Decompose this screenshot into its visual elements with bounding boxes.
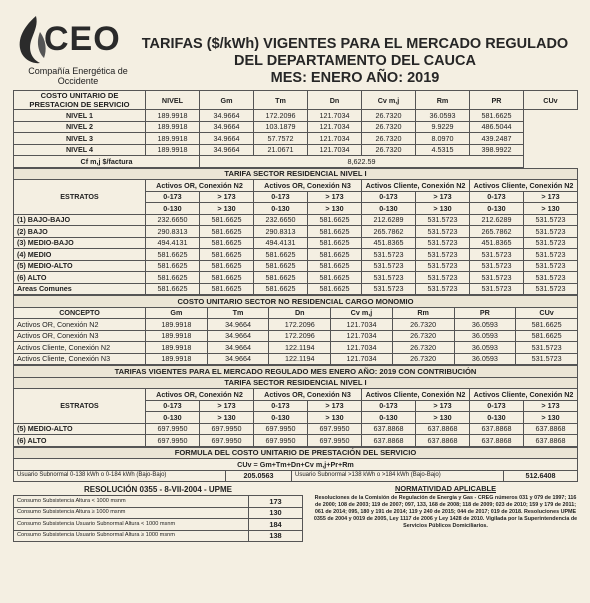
range-header: 0-173: [470, 400, 524, 412]
table-row: [14, 272, 578, 284]
range-header: > 130: [308, 203, 362, 215]
table-cell: 189.9918: [146, 110, 200, 122]
table-cell: 36.0593: [454, 353, 516, 365]
table-row: [14, 214, 578, 226]
col-header: NIVEL: [146, 91, 200, 110]
formula-text: CUv = Gm+Tm+Dn+Cv m,j+Pr+Rm: [14, 459, 578, 471]
range-header: > 173: [200, 191, 254, 203]
table-cell: 637.8868: [362, 435, 416, 447]
col-header: CUv: [524, 91, 578, 110]
cf-label: Cf m,j $/factura: [14, 156, 200, 168]
range-header: > 173: [524, 191, 578, 203]
row-label: (3) MEDIO-BAJO: [14, 237, 146, 249]
table-cell: 581.6625: [516, 330, 578, 342]
table-cell: 697.9950: [146, 423, 200, 435]
table-cell: 581.6625: [308, 260, 362, 272]
title-block: [128, 6, 582, 87]
range-header: > 173: [200, 400, 254, 412]
table-cell: 531.5723: [524, 237, 578, 249]
table-cell: 531.5723: [362, 260, 416, 272]
subnormal-low-label: Usuario Subnormal 0-138 kWh o 0-184 kWh (Bajo-Bajo): [14, 470, 226, 482]
row-label: Consumo Subsistencia Usuario Subnormal Altura < 1000 msnm: [14, 519, 249, 531]
table-cell: 531.5723: [416, 283, 470, 295]
table-cell: 581.6625: [146, 260, 200, 272]
norm-text: Resoluciones de la Comisión de Regulación de Energía y Gas - CREG números 031 y 079 de 1997; 116 de 2000; 108 de 2003; 119 de 2007; 097, 133, 168 de 2008; 118 de 2009; 023 de 2010; 159 y 179 de 2011; 061 de 2014; 095, 180 y 191 de 2014; 119 y 240 de 2015; 044 de 2017; 019 de 2018. Resoluciones UPME 0355 de 2004 y 0019 de 2005, Ley 1117 de 2006 y Ley 1428 de 2010. Vigilada por la Superintendencia de Servicios Públicos Domiciliarios.: [313, 495, 578, 529]
table-cell: 451.8365: [470, 237, 524, 249]
row-label: NIVEL 1: [14, 110, 146, 122]
table-cell: 9.9229: [416, 121, 470, 133]
range-header: > 173: [524, 400, 578, 412]
resolution-table: [13, 484, 303, 542]
table-cell: 581.6625: [200, 272, 254, 284]
table-row: [14, 519, 303, 531]
table-cell: 581.6625: [308, 272, 362, 284]
table-row: [14, 237, 578, 249]
group-header: Activos Cliente, Conexión N2: [470, 180, 578, 192]
table-cell: 189.9918: [146, 319, 208, 331]
flame-icon: [14, 14, 48, 66]
table-cell: 531.5723: [470, 260, 524, 272]
range-header: > 130: [524, 412, 578, 424]
table-cell: 26.7320: [392, 353, 454, 365]
table-cell: 121.7034: [308, 133, 362, 145]
table-cell: 232.6650: [254, 214, 308, 226]
table-cell: 531.5723: [516, 353, 578, 365]
col-header: Tm: [254, 91, 308, 110]
norm-block: [303, 484, 578, 542]
table-cell: 697.9950: [308, 423, 362, 435]
col-header: PR: [470, 91, 524, 110]
group-header: Activos OR, Conexión N2: [146, 389, 254, 401]
table-cell: 290.8313: [254, 226, 308, 238]
table-cell: 531.5723: [470, 272, 524, 284]
table-cell: 531.5723: [524, 249, 578, 261]
range-header: > 130: [416, 203, 470, 215]
table-cell: 531.5723: [524, 214, 578, 226]
table-cell: 531.5723: [416, 237, 470, 249]
non-residential-title: COSTO UNITARIO SECTOR NO RESIDENCIAL CARGO MONOMIO: [14, 296, 578, 308]
table-cell: 581.6625: [254, 283, 308, 295]
range-header: 0-173: [254, 191, 308, 203]
table-cell: 172.2096: [269, 319, 331, 331]
table-cell: 122.1194: [269, 342, 331, 354]
table-cell: 697.9950: [254, 435, 308, 447]
estratos-label: ESTRATOS: [14, 389, 146, 424]
table-cell: 26.7320: [362, 133, 416, 145]
col-header: Dn: [269, 307, 331, 319]
contribution-table: [13, 365, 578, 447]
range-header: > 173: [308, 400, 362, 412]
range-header: > 130: [200, 203, 254, 215]
table-cell: 8.0970: [416, 133, 470, 145]
table-cell: 26.7320: [392, 342, 454, 354]
formula-table: [13, 447, 578, 483]
table-cell: 189.9918: [146, 133, 200, 145]
table-cell: 184: [249, 519, 303, 531]
col-header: Rm: [392, 307, 454, 319]
table-cell: 439.2487: [470, 133, 524, 145]
subnormal-high-value: 512.6408: [504, 470, 578, 482]
table-cell: 531.5723: [524, 260, 578, 272]
table-cell: 290.8313: [146, 226, 200, 238]
table-cell: 34.9664: [200, 121, 254, 133]
table-cell: 581.6625: [308, 249, 362, 261]
residential-table: [13, 168, 578, 296]
table-cell: 531.5723: [516, 342, 578, 354]
table-row: [14, 423, 578, 435]
table-cell: 26.7320: [392, 330, 454, 342]
range-header: > 130: [416, 412, 470, 424]
table-cell: 121.7034: [331, 330, 393, 342]
table-cell: 581.6625: [200, 237, 254, 249]
resolution-title: RESOLUCIÓN 0355 - 8-VII-2004 - UPME: [83, 485, 233, 494]
row-label: NIVEL 2: [14, 121, 146, 133]
table-cell: 697.9950: [146, 435, 200, 447]
table-cell: 494.4131: [254, 237, 308, 249]
table-cell: 531.5723: [416, 272, 470, 284]
table-row: [14, 144, 578, 156]
table-cell: 36.0593: [454, 342, 516, 354]
table-cell: 581.6625: [308, 214, 362, 226]
col-header: PR: [454, 307, 516, 319]
table-cell: 637.8868: [362, 423, 416, 435]
row-label: Activos Cliente, Conexión N3: [14, 353, 146, 365]
range-header: 0-130: [146, 203, 200, 215]
range-header: 0-130: [362, 412, 416, 424]
range-header: > 173: [416, 400, 470, 412]
table-cell: 581.6625: [470, 110, 524, 122]
table-row: [14, 435, 578, 447]
table-cell: 212.6289: [362, 214, 416, 226]
range-header: 0-130: [470, 412, 524, 424]
col-header: Rm: [416, 91, 470, 110]
table-cell: 34.9664: [207, 319, 269, 331]
row-label: (2) BAJO: [14, 226, 146, 238]
row-label: Activos OR, Conexión N2: [14, 319, 146, 331]
row-label: (5) MEDIO-ALTO: [14, 423, 146, 435]
row-label: Consumo Subsistencia Altura < 1000 msnm: [14, 496, 249, 508]
table-cell: 172.2096: [269, 330, 331, 342]
table-cell: 581.6625: [308, 283, 362, 295]
table-cell: 121.7034: [308, 144, 362, 156]
table-cell: 581.6625: [200, 226, 254, 238]
table-cell: 265.7862: [470, 226, 524, 238]
row-label: (4) MEDIO: [14, 249, 146, 261]
table-cell: 494.4131: [146, 237, 200, 249]
table-cell: 697.9950: [308, 435, 362, 447]
range-header: 0-130: [146, 412, 200, 424]
group-header: Activos OR, Conexión N2: [146, 180, 254, 192]
table-cell: 531.5723: [362, 272, 416, 284]
table-row: [14, 507, 303, 519]
table-cell: 103.1879: [254, 121, 308, 133]
range-header: 0-173: [362, 191, 416, 203]
table-cell: 34.9664: [200, 133, 254, 145]
table-cell: 26.7320: [362, 144, 416, 156]
row-label: (1) BAJO-BAJO: [14, 214, 146, 226]
table-cell: 581.6625: [308, 237, 362, 249]
table-cell: 531.5723: [416, 214, 470, 226]
table-cell: 36.0593: [454, 330, 516, 342]
table-cell: 130: [249, 507, 303, 519]
group-header: Activos Cliente, Conexión N2: [362, 180, 470, 192]
group-header: Activos Cliente, Conexión N2: [470, 389, 578, 401]
table-cell: 531.5723: [362, 283, 416, 295]
range-header: > 173: [416, 191, 470, 203]
row-label: Consumo Subsistencia Usuario Subnormal Altura ≥ 1000 msnm: [14, 530, 249, 542]
table-cell: 121.7034: [331, 353, 393, 365]
table-cell: 26.7320: [362, 121, 416, 133]
table-cell: 581.6625: [308, 226, 362, 238]
table-cell: 121.7034: [308, 110, 362, 122]
table-cell: 531.5723: [470, 283, 524, 295]
table-cell: 531.5723: [470, 249, 524, 261]
table-row: [14, 496, 303, 508]
row-label: (6) ALTO: [14, 435, 146, 447]
range-header: 0-173: [146, 191, 200, 203]
unit-cost-label: COSTO UNITARIO DE PRESTACION DE SERVICIO: [14, 91, 146, 110]
table-cell: 531.5723: [524, 226, 578, 238]
norm-title: NORMATIVIDAD APLICABLE: [395, 484, 496, 493]
table-cell: 531.5723: [524, 272, 578, 284]
table-cell: 173: [249, 496, 303, 508]
range-header: 0-130: [254, 412, 308, 424]
title-department: DEL DEPARTAMENTO DEL CAUCA: [234, 53, 476, 69]
table-row: [14, 353, 578, 365]
table-row: [14, 260, 578, 272]
table-cell: 121.7034: [308, 121, 362, 133]
table-cell: 637.8868: [524, 435, 578, 447]
table-cell: 189.9918: [146, 353, 208, 365]
table-row: [14, 133, 578, 145]
table-cell: 531.5723: [362, 249, 416, 261]
table-cell: 451.8365: [362, 237, 416, 249]
col-header: Dn: [308, 91, 362, 110]
table-cell: 189.9918: [146, 121, 200, 133]
table-row: [14, 121, 578, 133]
residential-title: TARIFA SECTOR RESIDENCIAL NIVEL I: [14, 168, 578, 180]
unit-cost-table: [13, 90, 578, 168]
table-row: [14, 226, 578, 238]
contribution-title: TARIFAS VIGENTES PARA EL MERCADO REGULADO MES ENERO AÑO: 2019 CON CONTRIBUCIÓN: [14, 366, 578, 378]
col-header: Gm: [200, 91, 254, 110]
table-cell: 581.6625: [254, 249, 308, 261]
table-cell: 4.5315: [416, 144, 470, 156]
subnormal-low-value: 205.0563: [226, 470, 292, 482]
col-header: CUv: [516, 307, 578, 319]
table-cell: 189.9918: [146, 144, 200, 156]
table-cell: 265.7862: [362, 226, 416, 238]
table-cell: 172.2096: [254, 110, 308, 122]
table-cell: 637.8868: [470, 423, 524, 435]
table-cell: 212.6289: [470, 214, 524, 226]
col-header: Cv m,j: [331, 307, 393, 319]
table-row: [14, 330, 578, 342]
range-header: 0-173: [254, 400, 308, 412]
table-cell: 581.6625: [200, 249, 254, 261]
table-cell: 34.9664: [207, 353, 269, 365]
table-cell: 697.9950: [254, 423, 308, 435]
row-label: NIVEL 4: [14, 144, 146, 156]
group-header: Activos OR, Conexión N3: [254, 180, 362, 192]
table-cell: 581.6625: [146, 283, 200, 295]
range-header: > 130: [200, 412, 254, 424]
range-header: 0-173: [470, 191, 524, 203]
col-header: Tm: [207, 307, 269, 319]
table-cell: 581.6625: [200, 283, 254, 295]
table-cell: 189.9918: [146, 342, 208, 354]
table-cell: 637.8868: [416, 423, 470, 435]
table-row: [14, 283, 578, 295]
table-cell: 189.9918: [146, 330, 208, 342]
ceo-logo: CEO Compañía Energética de Occidente: [8, 6, 128, 94]
table-cell: 531.5723: [416, 226, 470, 238]
table-cell: 121.7034: [331, 319, 393, 331]
table-row: [14, 249, 578, 261]
table-cell: 26.7320: [362, 110, 416, 122]
range-header: > 173: [308, 191, 362, 203]
row-label: NIVEL 3: [14, 133, 146, 145]
table-cell: 581.6625: [516, 319, 578, 331]
table-cell: 581.6625: [200, 260, 254, 272]
table-cell: 581.6625: [254, 272, 308, 284]
table-cell: 34.9664: [200, 144, 254, 156]
table-cell: 486.5044: [470, 121, 524, 133]
table-cell: 531.5723: [416, 260, 470, 272]
table-row: [14, 110, 578, 122]
table-cell: 121.7034: [331, 342, 393, 354]
table-cell: 138: [249, 530, 303, 542]
table-cell: 26.7320: [392, 319, 454, 331]
range-header: 0-130: [470, 203, 524, 215]
range-header: > 130: [308, 412, 362, 424]
row-label: Activos OR, Conexión N3: [14, 330, 146, 342]
table-cell: 21.0671: [254, 144, 308, 156]
table-cell: 36.0593: [454, 319, 516, 331]
row-label: Activos Cliente, Conexión N2: [14, 342, 146, 354]
range-header: 0-173: [362, 400, 416, 412]
cf-value: 8,622.59: [200, 156, 524, 168]
table-cell: 697.9950: [200, 423, 254, 435]
row-label: Areas Comunes: [14, 283, 146, 295]
table-cell: 637.8868: [470, 435, 524, 447]
col-header: CONCEPTO: [14, 307, 146, 319]
table-cell: 637.8868: [524, 423, 578, 435]
range-header: > 130: [524, 203, 578, 215]
table-cell: 36.0593: [416, 110, 470, 122]
estratos-label: ESTRATOS: [14, 180, 146, 215]
range-header: 0-173: [146, 400, 200, 412]
tariff-tables: [13, 90, 578, 542]
table-cell: 122.1194: [269, 353, 331, 365]
group-header: Activos Cliente, Conexión N2: [362, 389, 470, 401]
table-cell: 637.8868: [416, 435, 470, 447]
table-cell: 34.9664: [200, 110, 254, 122]
table-cell: 581.6625: [146, 249, 200, 261]
table-cell: 697.9950: [200, 435, 254, 447]
table-cell: 531.5723: [524, 283, 578, 295]
contribution-subtitle: TARIFA SECTOR RESIDENCIAL NIVEL I: [14, 377, 578, 389]
row-label: Consumo Subsistencia Altura ≥ 1000 msnm: [14, 507, 249, 519]
table-cell: 398.9922: [470, 144, 524, 156]
resolution-block: [13, 484, 578, 542]
row-label: (5) MEDIO-ALTO: [14, 260, 146, 272]
non-residential-table: [13, 295, 578, 365]
table-cell: 57.7572: [254, 133, 308, 145]
col-header: Cv m,j: [362, 91, 416, 110]
table-row: [14, 342, 578, 354]
col-header: Gm: [146, 307, 208, 319]
title-main: TARIFAS ($/kWh) VIGENTES PARA EL MERCADO REGULADO: [141, 36, 569, 52]
range-header: 0-130: [254, 203, 308, 215]
title-month: MES: ENERO AÑO: 2019: [270, 70, 440, 86]
row-label: (6) ALTO: [14, 272, 146, 284]
range-header: 0-130: [362, 203, 416, 215]
table-cell: 34.9664: [207, 330, 269, 342]
table-cell: 531.5723: [416, 249, 470, 261]
group-header: Activos OR, Conexión N3: [254, 389, 362, 401]
table-cell: 581.6625: [254, 260, 308, 272]
subnormal-high-label: Usuario Subnormal >138 kWh o >184 kWh (Bajo-Bajo): [292, 470, 504, 482]
table-row: [14, 530, 303, 542]
table-cell: 232.6650: [146, 214, 200, 226]
table-cell: 581.6625: [146, 272, 200, 284]
formula-title: FORMULA DEL COSTO UNITARIO DE PRESTACIÓN DEL SERVICIO: [14, 447, 578, 459]
table-row: [14, 319, 578, 331]
table-cell: 34.9664: [207, 342, 269, 354]
table-cell: 581.6625: [200, 214, 254, 226]
